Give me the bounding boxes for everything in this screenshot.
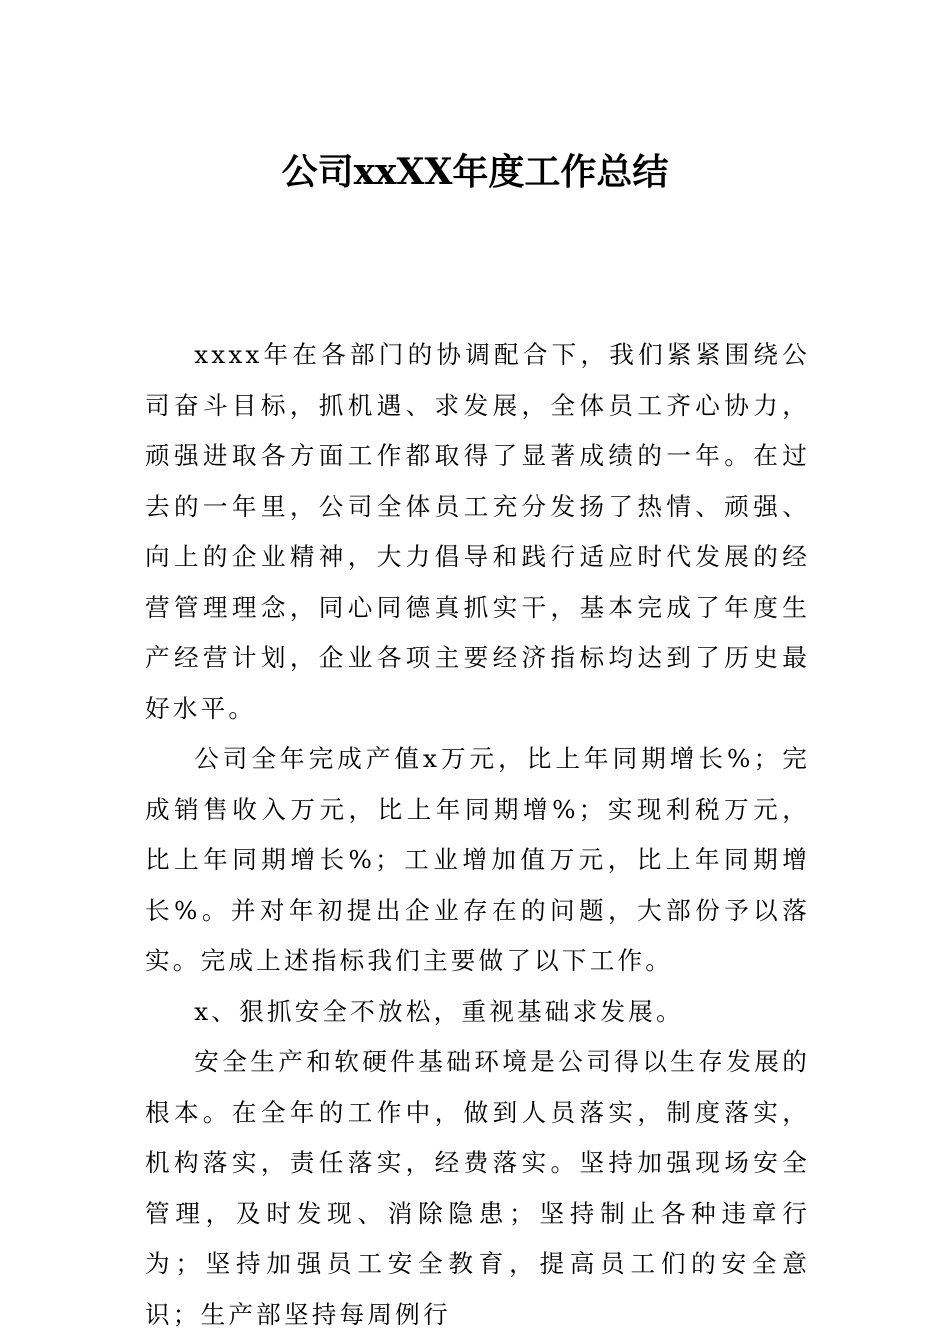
document-body [145, 330, 810, 1340]
document-title: 公司xxXX年度工作总结 [281, 151, 669, 193]
paragraph-safety: 安全生产和软硬件基础环境是公司得以生存发展的根本。在全年的工作中，做到人员落实，制度落实，机构落实，责任落实，经费落实。坚持加强现场安全管理，及时发现、消除隐患；坚持制止各种违章行为；坚持加强员工安全教育，提高员工们的安全意识；生产部坚持每周例行 [145, 1047, 810, 1329]
paragraph-indicators: 公司全年完成产值x万元，比上年同期增长%；完成销售收入万元，比上年同期增%；实现利税万元，比上年同期增长%；工业增加值万元，比上年同期增长%。并对年初提出企业存在的问题，大部份予以落实。完成上述指标我们主要做了以下工作。 [145, 744, 810, 975]
paragraph-section-heading: x、狠抓安全不放松，重视基础求发展。 [194, 996, 684, 1026]
paragraph-intro: xxxx年在各部门的协调配合下，我们紧紧围绕公司奋斗目标，抓机遇、求发展，全体员工齐心协力，顽强进取各方面工作都取得了显著成绩的一年。在过去的一年里，公司全体员工充分发扬了热情、顽强、向上的企业精神，大力倡导和践行适应时代发展的经营管理理念，同心同德真抓实干，基本完成了年度生产经营计划，企业各项主要经济指标均达到了历史最好水平。 [145, 340, 810, 723]
